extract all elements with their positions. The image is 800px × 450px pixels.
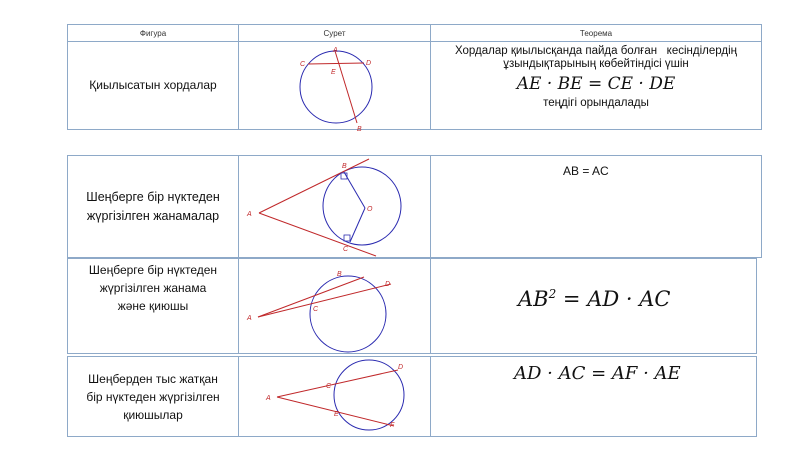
theorem-cell [430, 357, 756, 436]
figure-line-2: бір нүктеден жүргізілген [86, 389, 220, 404]
label-c: C [313, 306, 319, 313]
figure-line-1: Шеңберге бір нүктеден [88, 263, 218, 277]
label-c: C [326, 383, 332, 390]
two-secants-diagram [239, 357, 431, 438]
header-row [68, 25, 761, 42]
header-theorem: Теорема [430, 25, 761, 41]
theorem-text: AB = AC [563, 164, 609, 178]
figure-name [68, 259, 238, 353]
picture-cell [238, 156, 430, 257]
chord-ab [335, 51, 357, 123]
picture-cell [238, 259, 430, 353]
header-picture: Сурет [238, 25, 430, 41]
theorem-line-2: ұзындықтарының көбейтіндісі үшін [503, 58, 689, 70]
right-angle-c [344, 235, 350, 241]
label-a: A [333, 47, 338, 54]
picture-cell [238, 357, 430, 436]
circle [310, 276, 386, 352]
theorem-cell [430, 41, 761, 129]
label-a: A [266, 395, 271, 402]
tangent-secant-diagram [239, 259, 431, 355]
label-a: A [247, 211, 252, 218]
label-f: F [390, 422, 395, 429]
circle [323, 167, 401, 245]
figure-line-2: жүргізілген жанамалар [86, 208, 220, 223]
tangents-diagram [239, 156, 431, 259]
figure-name [68, 156, 238, 257]
label-b: B [337, 271, 342, 278]
label-c: C [300, 61, 306, 68]
figure-line-2: жүргізілген жанама [99, 281, 207, 295]
theorem-formula: AD · AC = AF · AE [514, 363, 681, 384]
label-e: E [331, 69, 336, 76]
chords-diagram [239, 41, 431, 133]
theorem-cell [430, 259, 756, 353]
label-c: C [343, 246, 349, 253]
label-d: D [398, 364, 404, 371]
label-a: A [247, 315, 252, 322]
row-tangent-secant [67, 258, 757, 354]
figure-name [68, 357, 238, 436]
label-d: D [366, 60, 372, 67]
row-intersecting-chords [68, 41, 761, 133]
formula-rhs: = AD · AC [556, 287, 671, 311]
theorem-line-1: Хордалар қиылысқанда пайда болған кесінділердің [454, 45, 738, 57]
picture-cell [238, 41, 430, 133]
theorem-line-3: теңдігі орындалады [543, 97, 649, 109]
label-e: E [334, 411, 339, 418]
row-two-secants [67, 356, 757, 437]
label-d: D [385, 281, 391, 288]
figure-line-1: Шеңберден тыс жатқан [88, 371, 218, 386]
formula-lhs: AB [518, 287, 549, 311]
figure-line-3: қиюшылар [123, 407, 183, 422]
tangent-ab [258, 277, 364, 317]
label-b: B [342, 163, 347, 170]
circle [300, 51, 372, 123]
header-figure: Фигура [139, 28, 167, 38]
chord-cd [308, 63, 364, 64]
formula-exponent: 2 [548, 287, 557, 301]
row-tangents [67, 155, 762, 258]
secant-ad [277, 370, 398, 397]
figure-name: Қиылысатын хордалар [89, 77, 217, 92]
radius-oc [350, 208, 365, 242]
theorem-cell [430, 156, 761, 257]
figure-line-3: және қиюшы [117, 299, 189, 313]
figure-line-1: Шеңберге бір нүктеден [86, 189, 220, 204]
secant-ad [258, 284, 391, 317]
tangent-ac [259, 213, 376, 256]
label-b: B [357, 126, 362, 133]
theorem-formula: AE · BE = CE · DE [516, 74, 676, 94]
table-block-1 [67, 24, 762, 133]
label-o: O [367, 206, 373, 213]
theorem-formula [518, 287, 670, 311]
